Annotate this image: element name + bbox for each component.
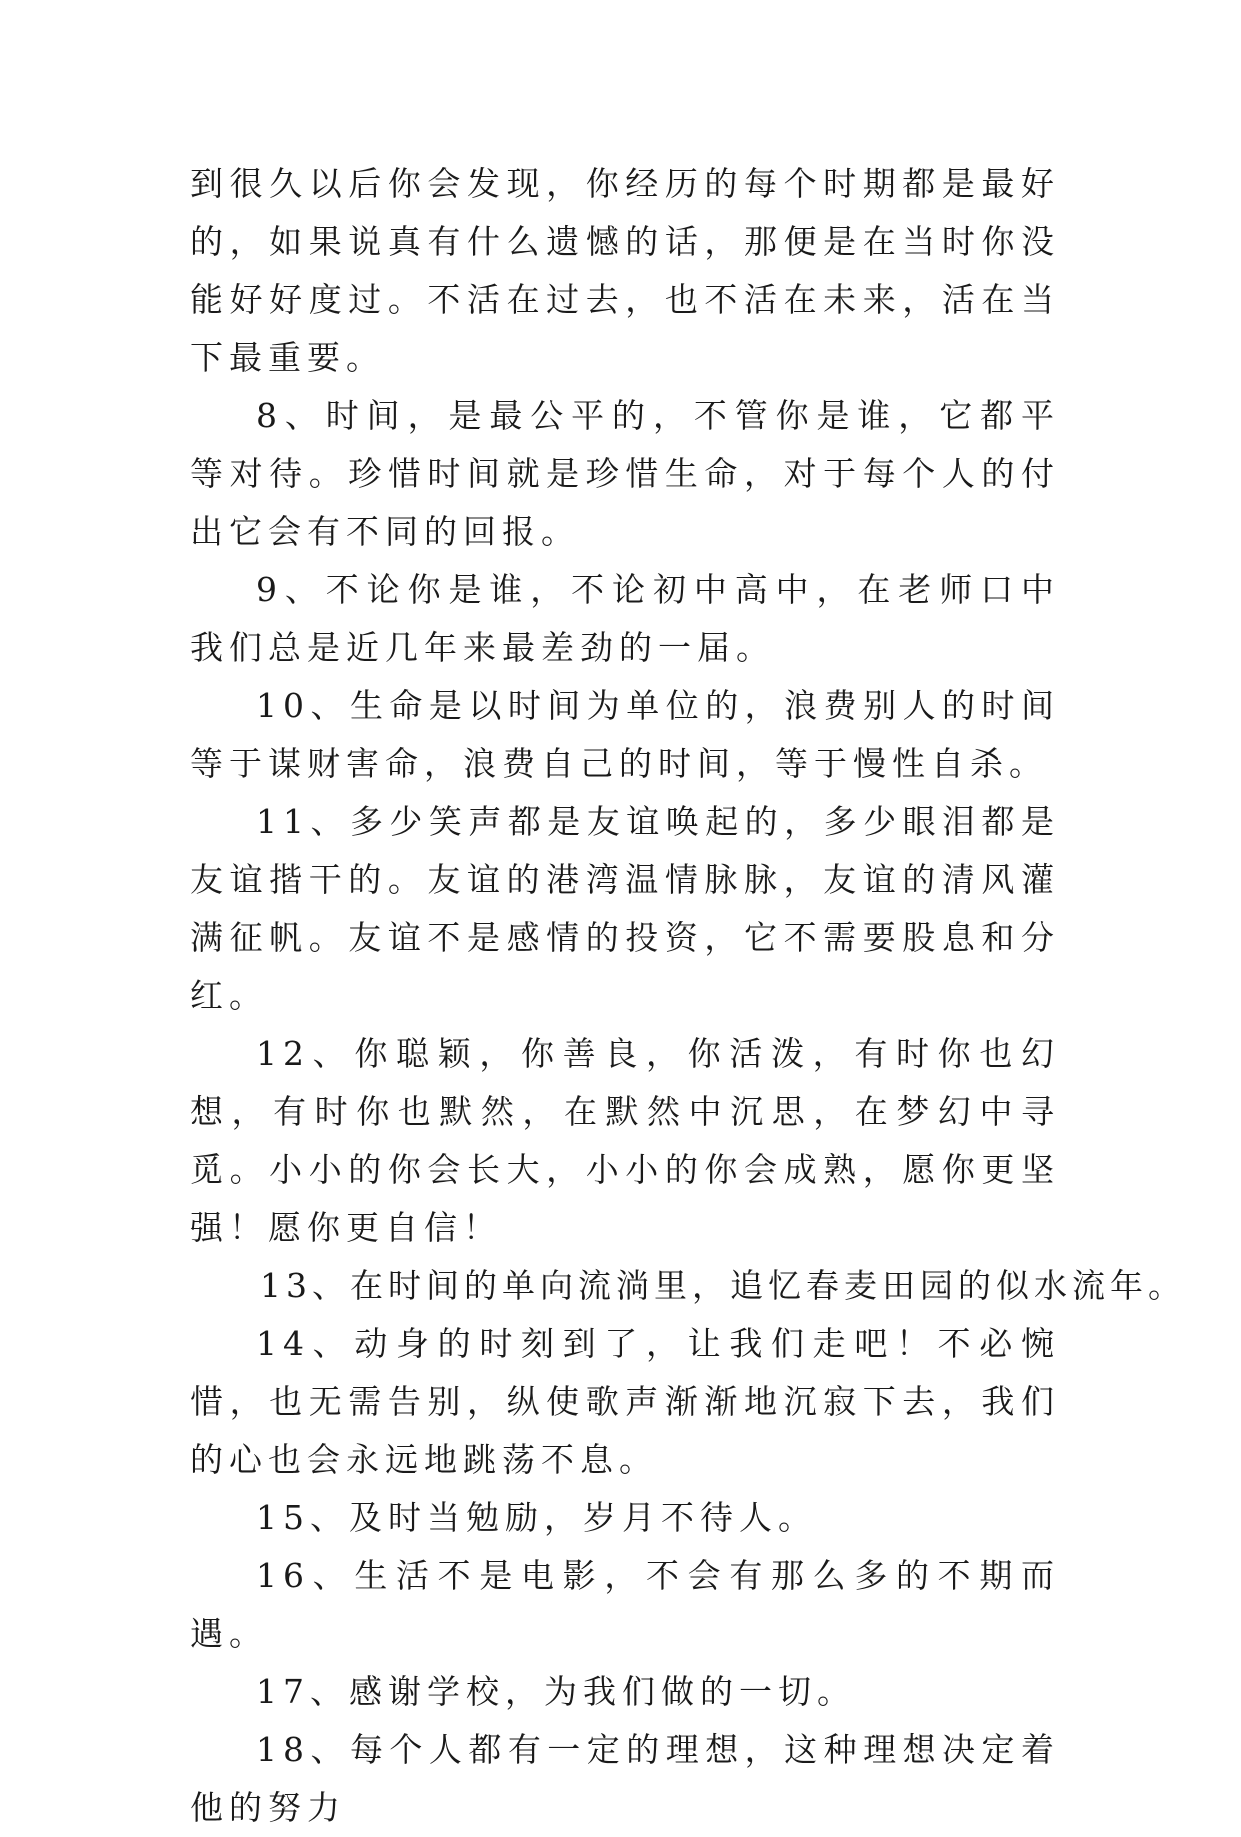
paragraph-10: 10、生命是以时间为单位的，浪费别人的时间等于谋财害命，浪费自己的时间，等于慢性自杀。 [190, 686, 1060, 783]
paragraph-9: 9、不论你是谁，不论初中高中，在老师口中我们总是近几年来最差劲的一届。 [190, 570, 1060, 667]
paragraph-12: 12、你聪颖，你善良，你活泼，有时你也幻想，有时你也默然，在默然中沉思，在梦幻中寻觅。小小的你会长大，小小的你会成熟，愿你更坚强！愿你更自信！ [190, 1034, 1060, 1247]
document-body [190, 155, 1186, 1837]
paragraph-17: 17、感谢学校，为我们做的一切。 [256, 1672, 856, 1711]
paragraph-18: 18、每个人都有一定的理想，这种理想决定着他的努力 [190, 1730, 1060, 1827]
paragraph-8: 8、时间，是最公平的，不管你是谁，它都平等对待。珍惜时间就是珍惜生命，对于每个人的付出它会有不同的回报。 [190, 396, 1060, 551]
paragraph-continuation: 到很久以后你会发现，你经历的每个时期都是最好的，如果说真有什么遗憾的话，那便是在当时你没能好好度过。不活在过去，也不活在未来，活在当下最重要。 [190, 164, 1060, 377]
paragraph-15: 15、及时当勉励，岁月不待人。 [256, 1498, 817, 1537]
paragraph-16: 16、生活不是电影，不会有那么多的不期而遇。 [190, 1556, 1060, 1653]
paragraph-11: 11、多少笑声都是友谊唤起的，多少眼泪都是友谊揩干的。友谊的港湾温情脉脉，友谊的清风灌满征帆。友谊不是感情的投资，它不需要股息和分红。 [190, 802, 1060, 1015]
paragraph-14: 14、动身的时刻到了，让我们走吧！不必惋惜，也无需告别，纵使歌声渐渐地沉寂下去，我们的心也会永远地跳荡不息。 [190, 1324, 1060, 1479]
paragraph-13: 13、在时间的单向流淌里，追忆春麦田园的似水流年。 [260, 1266, 1186, 1305]
